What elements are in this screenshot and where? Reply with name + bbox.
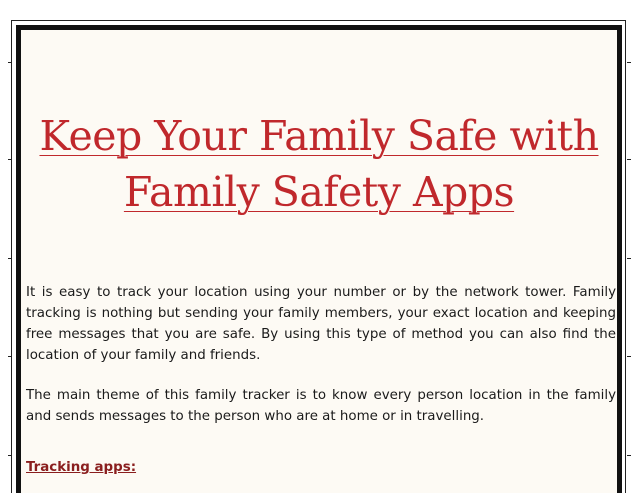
frame-tick-mark xyxy=(8,356,12,357)
frame-tick-mark xyxy=(8,258,12,259)
frame-tick-mark xyxy=(627,258,631,259)
frame-tick-mark xyxy=(627,356,631,357)
frame-tick-mark xyxy=(8,159,12,160)
document-title: Keep Your Family Safe with Family Safety Apps xyxy=(39,112,599,216)
body-paragraph: The main theme of this family tracker is to know every person location in the family and sends messages to the person who are at home or in travelling. xyxy=(26,388,616,424)
frame-tick-mark xyxy=(627,159,631,160)
section-heading: Tracking apps: xyxy=(26,460,137,475)
body-paragraph: It is easy to track your location using your number or by the network tower. Family tracking is nothing but sending your family members, your exact location and keeping free messages that you are safe. By using this type of method you can also find the location of your family and friends. xyxy=(26,285,616,363)
frame-tick-mark xyxy=(8,455,12,456)
frame-tick-mark xyxy=(627,62,631,63)
frame-tick-mark xyxy=(627,455,631,456)
frame-tick-mark xyxy=(8,62,12,63)
